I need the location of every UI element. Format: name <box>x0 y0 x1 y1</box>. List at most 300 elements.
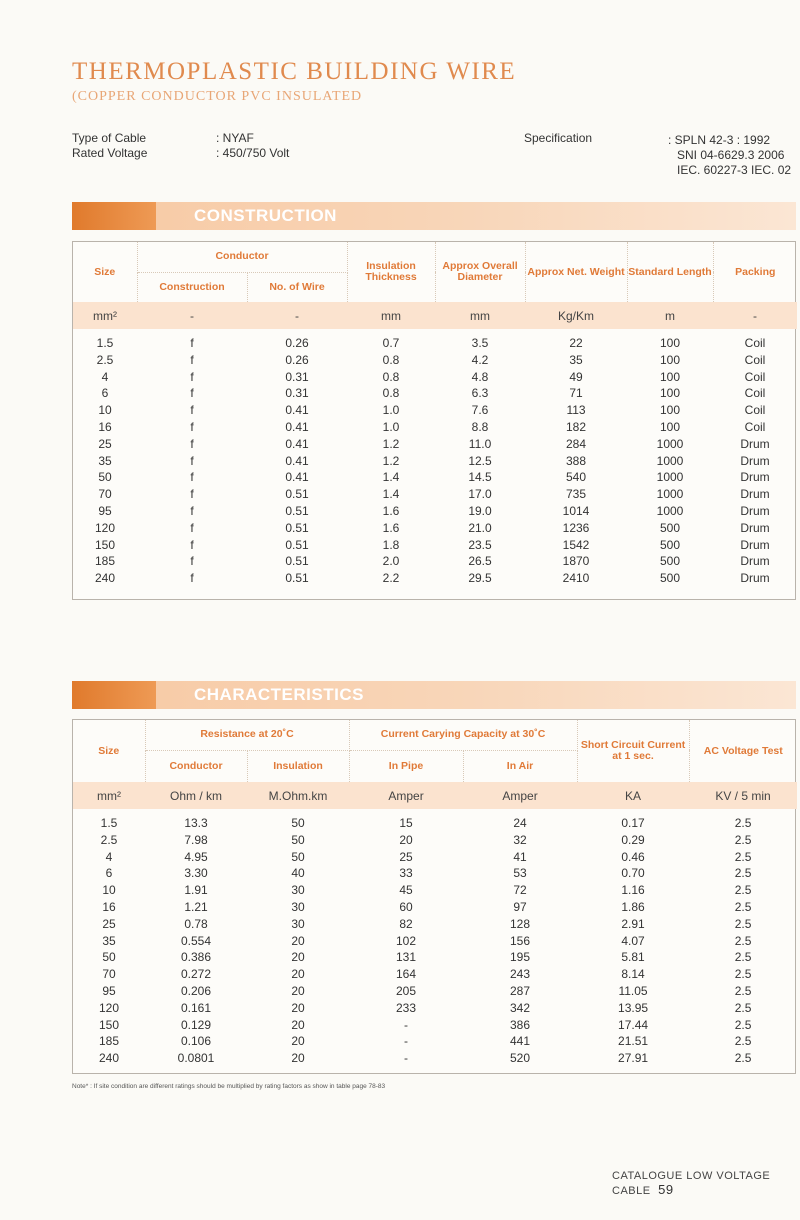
table-cell: 0.206 <box>180 983 212 998</box>
table-cell: Drum <box>740 470 770 485</box>
table-cell: 82 <box>399 916 413 931</box>
table-cell: 22 <box>569 336 583 350</box>
table-cell: 95 <box>102 983 116 998</box>
table-cell: 233 <box>396 1000 417 1015</box>
col-size: Size <box>73 720 145 782</box>
table-cell: 12.5 <box>468 453 492 468</box>
table-cell: 50 <box>98 470 112 485</box>
table-cell: 20 <box>291 983 305 998</box>
table-row <box>73 486 797 503</box>
table-row <box>73 537 797 554</box>
table-cell: 1000 <box>656 470 684 485</box>
table-cell: 0.0801 <box>177 1051 215 1066</box>
units-row <box>73 782 797 809</box>
table-cell: 185 <box>98 1034 120 1049</box>
unit-cell: Amper <box>463 782 577 809</box>
table-cell: 100 <box>660 369 681 384</box>
table-cell: 0.29 <box>621 832 645 847</box>
table-cell: 15 <box>399 816 413 830</box>
table-row <box>73 949 797 966</box>
unit-cell: mm² <box>73 302 137 329</box>
table-cell: 0.51 <box>285 503 309 518</box>
table-cell: 21.51 <box>618 1034 649 1049</box>
table-cell: 23.5 <box>468 537 492 552</box>
table-cell: 0.129 <box>180 1017 212 1032</box>
table-cell: Coil <box>744 336 766 350</box>
col-in-pipe: In Pipe <box>349 750 463 782</box>
table-cell: 35 <box>98 453 112 468</box>
table-cell: 100 <box>660 419 681 434</box>
table-cell: 20 <box>399 832 413 847</box>
table-cell: Drum <box>740 487 770 502</box>
table-cell: 1542 <box>562 537 590 552</box>
table-cell: Drum <box>740 571 770 586</box>
table-cell: 25 <box>399 849 413 864</box>
type-of-cable-label: Type of Cable <box>72 131 147 145</box>
table-cell: 500 <box>660 537 681 552</box>
table-cell: 3.5 <box>471 336 489 350</box>
table-row <box>73 1050 797 1067</box>
table-cell: 14.5 <box>468 470 492 485</box>
table-cell: f <box>190 386 194 401</box>
table-cell: 20 <box>291 933 305 948</box>
table-cell: 0.554 <box>180 933 212 948</box>
construction-rows <box>73 329 797 587</box>
type-of-cable-value: : NYAF <box>216 131 254 145</box>
col-net-weight: Approx Net. Weight <box>525 242 627 302</box>
table-cell: 120 <box>98 1000 120 1015</box>
col-resistance: Resistance at 20˚C <box>145 720 349 750</box>
table-cell: Drum <box>740 503 770 518</box>
table-cell: 2.91 <box>621 916 645 931</box>
table-cell: 0.41 <box>285 403 309 418</box>
table-cell: 2.2 <box>382 571 400 586</box>
table-cell: 0.8 <box>382 369 400 384</box>
table-cell: 540 <box>566 470 587 485</box>
table-cell: 735 <box>566 487 587 502</box>
table-cell: 2.5 <box>734 1034 752 1049</box>
table-cell: 1.5 <box>100 816 118 830</box>
table-cell: 1000 <box>656 503 684 518</box>
units-row <box>73 302 797 329</box>
table-cell: f <box>190 419 194 434</box>
table-cell: 6 <box>105 866 113 881</box>
table-cell: 4.2 <box>471 352 489 367</box>
table-cell: 0.46 <box>621 849 645 864</box>
table-cell: 35 <box>102 933 116 948</box>
table-cell: 113 <box>566 403 586 418</box>
col-overall-diameter: Approx Overall Diameter <box>435 242 525 302</box>
page-footer <box>612 1170 800 1197</box>
table-cell: 49 <box>569 369 583 384</box>
table-cell: 16 <box>102 899 116 914</box>
table-cell: Drum <box>740 520 770 535</box>
table-cell: 0.161 <box>180 1000 212 1015</box>
table-cell: 1014 <box>562 503 590 518</box>
table-cell: Drum <box>740 554 770 569</box>
table-cell: 441 <box>510 1034 531 1049</box>
table-cell: 2.5 <box>734 899 752 914</box>
table-cell: 0.31 <box>285 369 309 384</box>
table-cell: 25 <box>102 916 116 931</box>
table-row <box>73 453 797 470</box>
characteristics-rows <box>73 809 797 1067</box>
table-cell: 0.17 <box>621 816 645 830</box>
unit-cell: Ohm / km <box>145 782 247 809</box>
table-cell: 0.7 <box>382 336 400 350</box>
table-cell: 5.81 <box>621 950 645 965</box>
table-cell: 0.8 <box>382 352 400 367</box>
table-cell: 205 <box>396 983 417 998</box>
table-cell: Drum <box>740 537 770 552</box>
col-packing: Packing <box>735 265 776 278</box>
table-cell: 2.5 <box>734 1017 752 1032</box>
table-row <box>73 849 797 866</box>
table-cell: 71 <box>569 386 583 401</box>
table-cell: Coil <box>744 419 766 434</box>
table-cell: f <box>190 554 194 569</box>
table-cell: 20 <box>291 1000 305 1015</box>
table-cell: 24 <box>513 816 527 830</box>
table-cell: 25 <box>98 436 112 451</box>
page-title: THERMOPLASTIC BUILDING WIRE <box>72 58 517 85</box>
table-cell: 195 <box>510 950 531 965</box>
table-cell: f <box>190 453 194 468</box>
table-cell: 102 <box>396 933 417 948</box>
table-cell: 70 <box>98 487 112 502</box>
table-cell: 2.5 <box>734 983 752 998</box>
unit-cell: Kg/Km <box>525 302 627 329</box>
table-cell: 284 <box>566 436 587 451</box>
table-cell: f <box>190 503 194 518</box>
table-row <box>73 832 797 849</box>
table-cell: 1.2 <box>382 436 400 451</box>
table-cell: 0.51 <box>285 487 309 502</box>
table-cell: 185 <box>94 554 116 569</box>
table-cell: f <box>190 403 194 418</box>
unit-cell: m <box>627 302 713 329</box>
table-cell: 4.07 <box>621 933 645 948</box>
banner-accent <box>72 202 156 230</box>
table-cell: 17.44 <box>618 1017 649 1032</box>
table-cell: 20 <box>291 1017 305 1032</box>
table-cell: 20 <box>291 1034 305 1049</box>
table-cell: 13.95 <box>618 1000 649 1015</box>
unit-cell: Amper <box>349 782 463 809</box>
table-cell: f <box>190 537 194 552</box>
table-cell: 1.0 <box>382 419 400 434</box>
table-cell: 8.14 <box>621 967 645 982</box>
col-size: Size <box>73 242 137 302</box>
table-cell: 342 <box>510 1000 531 1015</box>
table-cell: f <box>190 487 194 502</box>
table-cell: 1000 <box>656 436 684 451</box>
unit-cell: - <box>247 302 347 329</box>
table-row <box>73 1000 797 1017</box>
characteristics-table <box>72 719 796 1074</box>
table-row <box>73 865 797 882</box>
table-row <box>73 916 797 933</box>
table-cell: Drum <box>740 436 770 451</box>
table-cell: 1.5 <box>96 336 114 350</box>
table-cell: 1.4 <box>382 470 400 485</box>
table-cell: 4 <box>101 369 109 384</box>
spec-labels <box>72 131 147 161</box>
table-cell: 95 <box>98 503 112 518</box>
table-cell: 0.106 <box>180 1034 212 1049</box>
table-cell: 520 <box>510 1051 531 1066</box>
table-row <box>73 983 797 1000</box>
table-cell: 128 <box>510 916 531 931</box>
col-ac-voltage: AC Voltage Test <box>703 744 783 757</box>
table-cell: 0.386 <box>180 950 212 965</box>
table-cell: 97 <box>513 899 527 914</box>
table-cell: 19.0 <box>468 503 492 518</box>
table-cell: 21.0 <box>468 520 492 535</box>
table-row <box>73 553 797 570</box>
table-cell: 240 <box>94 571 116 586</box>
table-cell: 0.51 <box>285 537 309 552</box>
table-cell: 4.8 <box>471 369 489 384</box>
table-cell: 10 <box>98 403 112 418</box>
table-cell: 156 <box>510 933 531 948</box>
table-cell: 1000 <box>656 453 684 468</box>
table-cell: f <box>190 520 194 535</box>
table-cell: 50 <box>291 849 305 864</box>
unit-cell: mm² <box>73 782 145 809</box>
table-cell: 2.5 <box>100 832 118 847</box>
table-cell: 1870 <box>562 554 590 569</box>
table-cell: Coil <box>744 403 766 418</box>
table-cell: 150 <box>98 1017 120 1032</box>
table-cell: 2.5 <box>734 816 752 830</box>
characteristics-heading: CHARACTERISTICS <box>194 685 364 704</box>
table-row <box>73 419 797 436</box>
table-cell: 1.4 <box>382 487 400 502</box>
table-cell: 1.6 <box>382 520 400 535</box>
table-cell: 50 <box>291 816 305 830</box>
table-cell: 500 <box>660 520 681 535</box>
table-cell: 2410 <box>562 571 590 586</box>
table-cell: 0.41 <box>285 470 309 485</box>
table-cell: 1.91 <box>184 883 208 898</box>
table-cell: f <box>190 571 194 586</box>
table-cell: f <box>190 369 194 384</box>
table-cell: 17.0 <box>468 487 492 502</box>
spec-values <box>216 131 289 161</box>
col-construction: Construction <box>137 272 247 302</box>
table-cell: 182 <box>566 419 587 434</box>
table-cell: 40 <box>291 866 305 881</box>
table-cell: 100 <box>660 336 681 350</box>
table-cell: 30 <box>291 883 305 898</box>
table-cell: 53 <box>513 866 527 881</box>
table-cell: 2.5 <box>734 950 752 965</box>
table-row <box>73 385 797 402</box>
spec-value: SNI 04-6629.3 2006 <box>677 148 785 162</box>
table-cell: 1000 <box>656 487 684 502</box>
table-cell: 500 <box>660 571 681 586</box>
col-current-capacity: Current Carying Capacity at 30˚C <box>349 720 577 750</box>
table-cell: 8.8 <box>471 419 489 434</box>
spec-value: : SPLN 42-3 : 1992 <box>668 133 771 147</box>
table-cell: 100 <box>660 352 681 367</box>
unit-cell: KA <box>577 782 689 809</box>
table-cell: 7.98 <box>184 832 208 847</box>
table-cell: 164 <box>396 967 417 982</box>
table-cell: - <box>404 1017 409 1032</box>
table-cell: 2.5 <box>96 352 114 367</box>
table-cell: 0.70 <box>621 866 645 881</box>
table-cell: 20 <box>291 967 305 982</box>
table-cell: 50 <box>102 950 116 965</box>
table-cell: 26.5 <box>468 554 492 569</box>
table-cell: 0.272 <box>180 967 212 982</box>
page-subtitle: (COPPER CONDUCTOR PVC INSULATED <box>72 89 363 104</box>
unit-cell: M.Ohm.km <box>247 782 349 809</box>
table-cell: 1.21 <box>184 899 208 914</box>
table-cell: 2.5 <box>734 849 752 864</box>
table-cell: 100 <box>660 386 681 401</box>
table-cell: f <box>190 436 194 451</box>
table-cell: 131 <box>396 950 417 965</box>
table-cell: 1236 <box>562 520 590 535</box>
table-cell: Coil <box>744 386 766 401</box>
table-cell: 2.5 <box>734 883 752 898</box>
rated-voltage-value: : 450/750 Volt <box>216 146 290 160</box>
table-cell: 35 <box>569 352 583 367</box>
specification-label: Specification <box>524 131 593 145</box>
table-cell: 0.51 <box>285 554 309 569</box>
table-cell: 2.5 <box>734 832 752 847</box>
table-cell: 13.3 <box>184 816 208 830</box>
characteristics-banner <box>72 681 796 709</box>
table-cell: 60 <box>399 899 413 914</box>
table-cell: 70 <box>102 967 116 982</box>
footnote: Note* : If site condition are different ratings should be multiplied by rating factors as show in table page 78-83 <box>72 1083 386 1090</box>
table-row <box>73 899 797 916</box>
table-cell: 2.5 <box>734 866 752 881</box>
table-cell: 41 <box>513 849 527 864</box>
table-cell: f <box>190 336 194 350</box>
table-cell: 0.78 <box>184 916 208 931</box>
col-insulation-resistance: Insulation <box>247 750 349 782</box>
catalogue-name: CATALOGUE LOW VOLTAGE CABLE <box>612 1170 771 1197</box>
table-cell: 2.5 <box>734 1000 752 1015</box>
table-row <box>73 570 797 587</box>
table-cell: 33 <box>399 866 413 881</box>
page-number: 59 <box>658 1182 674 1197</box>
construction-banner <box>72 202 796 230</box>
table-cell: 2.5 <box>734 1051 752 1066</box>
table-cell: 72 <box>513 883 527 898</box>
table-cell: 11.05 <box>618 983 648 998</box>
table-row <box>73 1017 797 1034</box>
col-conductor-resistance: Conductor <box>145 750 247 782</box>
table-cell: 6.3 <box>471 386 489 401</box>
table-row <box>73 933 797 950</box>
col-short-circuit: Short Circuit Current at 1 sec. <box>577 720 689 782</box>
table-cell: 16 <box>98 419 112 434</box>
table-cell: 7.6 <box>471 403 489 418</box>
table-cell: 27.91 <box>618 1051 649 1066</box>
banner-accent <box>72 681 156 709</box>
table-row <box>73 402 797 419</box>
table-cell: 287 <box>510 983 531 998</box>
table-cell: 20 <box>291 1051 305 1066</box>
table-cell: 2.5 <box>734 933 752 948</box>
table-cell: 0.8 <box>382 386 400 401</box>
table-cell: f <box>190 352 194 367</box>
table-row <box>73 352 797 369</box>
unit-cell: KV / 5 min <box>689 782 797 809</box>
table-cell: 1.6 <box>382 503 400 518</box>
specification-values <box>668 133 791 178</box>
table-cell: 32 <box>513 832 527 847</box>
col-conductor: Conductor <box>137 242 347 272</box>
table-cell: 120 <box>94 520 116 535</box>
table-cell: 30 <box>291 899 305 914</box>
table-cell: - <box>404 1051 409 1066</box>
table-cell: 30 <box>291 916 305 931</box>
unit-cell: mm <box>435 302 525 329</box>
table-cell: 11.0 <box>468 436 492 451</box>
unit-cell: mm <box>347 302 435 329</box>
table-cell: 0.41 <box>285 436 309 451</box>
table-cell: 1.0 <box>382 403 400 418</box>
unit-cell: - <box>137 302 247 329</box>
table-cell: 1.8 <box>382 537 400 552</box>
unit-cell: - <box>713 302 797 329</box>
col-in-air: In Air <box>463 750 577 782</box>
table-cell: 6 <box>101 386 109 401</box>
construction-heading: CONSTRUCTION <box>194 206 337 225</box>
table-cell: 1.86 <box>621 899 645 914</box>
table-cell: 500 <box>660 554 681 569</box>
table-cell: Coil <box>744 352 766 367</box>
table-row <box>73 503 797 520</box>
table-cell: 2.5 <box>734 967 752 982</box>
table-row <box>73 436 797 453</box>
table-cell: 4 <box>105 849 113 864</box>
construction-table <box>72 241 796 600</box>
col-insulation-thickness: Insulation Thickness <box>347 242 435 302</box>
table-cell: Coil <box>744 369 766 384</box>
spec-value: IEC. 60227-3 IEC. 02 <box>677 163 792 177</box>
table-cell: 4.95 <box>184 849 208 864</box>
table-row <box>73 520 797 537</box>
table-cell: 0.41 <box>285 419 309 434</box>
table-cell: 10 <box>102 883 116 898</box>
table-cell: 1.2 <box>382 453 400 468</box>
table-cell: 0.51 <box>285 520 309 535</box>
table-cell: 50 <box>291 832 305 847</box>
table-cell: 1.16 <box>621 883 645 898</box>
table-cell: 20 <box>291 950 305 965</box>
table-cell: 100 <box>660 403 681 418</box>
table-cell: - <box>404 1034 409 1049</box>
table-cell: 29.5 <box>468 571 492 586</box>
table-cell: 0.26 <box>285 352 309 367</box>
table-cell: 243 <box>510 967 531 982</box>
table-row <box>73 966 797 983</box>
col-no-of-wire: No. of Wire <box>247 272 347 302</box>
table-cell: 2.0 <box>382 554 400 569</box>
table-cell: 388 <box>566 453 587 468</box>
table-cell: 386 <box>510 1017 531 1032</box>
table-cell: 0.41 <box>285 453 309 468</box>
table-cell: 150 <box>94 537 116 552</box>
